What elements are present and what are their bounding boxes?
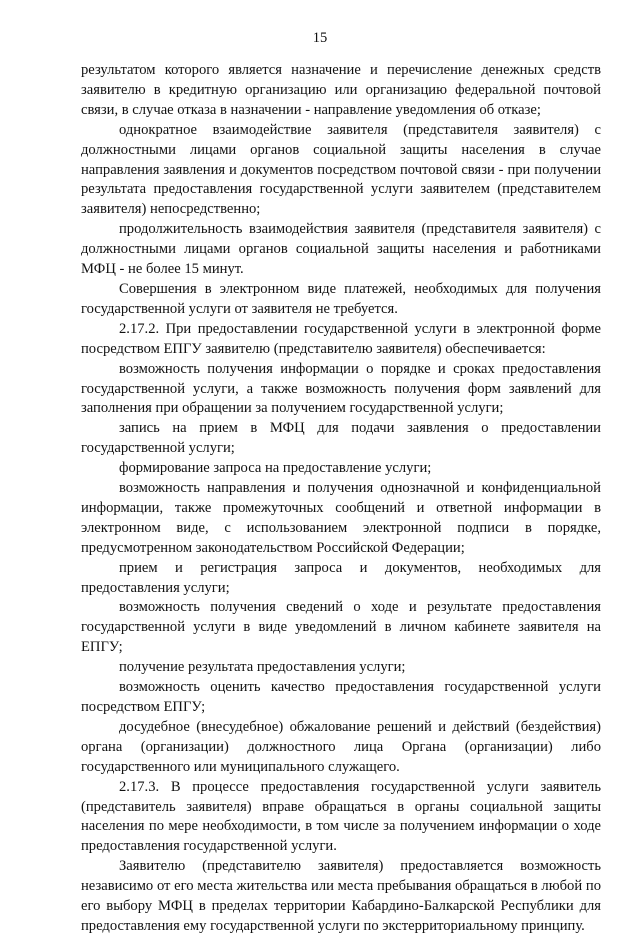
section-paragraph-2-17-3: 2.17.3. В процессе предоставления государственной услуги заявитель (представитель заявителя) вправе обращаться в органы социальной защиты населения по мере необходимости, в том числе за получением информации о ходе предоставления государственной услуги.	[81, 778, 601, 855]
paragraph: результатом которого является назначение и перечисление денежных средств заявителю в кредитную организацию или организацию федеральной почтовой связи, в случае отказа в назначении - направление уведомления об отказе;	[81, 62, 601, 118]
list-item: возможность получения информации о порядке и сроках предоставления государственной услуги, а также возможность получения форм заявлений для заполнения при обращении за получением государственной услуги;	[81, 360, 601, 417]
page-number: 15	[312, 30, 328, 46]
list-item: прием и регистрация запроса и документов, необходимых для предоставления услуги;	[81, 559, 601, 596]
document-body	[81, 61, 601, 937]
list-item: возможность оценить качество предоставления государственной услуги посредством ЕПГУ;	[81, 679, 601, 715]
list-item: формирование запроса на предоставление услуги;	[119, 460, 432, 477]
paragraph: однократное взаимодействие заявителя (представителя заявителя) с должностными лицами органов социальной защиты населения в случае направления заявления и документов посредством почтовой связи - при получении результата предоставления государственной услуги заявителем (представителем заявителя) непосредственно;	[81, 121, 601, 218]
list-item: досудебное (внесудебное) обжалование решений и действий (бездействия) органа (организации) должностного лица Органа (организации) либо государственного или муниципального служащего.	[81, 718, 601, 775]
list-item: запись на прием в МФЦ для подачи заявления о предоставлении государственной услуги;	[81, 420, 601, 457]
list-item: возможность направления и получения однозначной и конфиденциальной информации, также промежуточных сообщений и ответной информации в электронном виде, с использованием электронной подписи в порядке, предусмотренном законодательством Российской Федерации;	[81, 480, 601, 556]
paragraph: Заявителю (представителю заявителя) предоставляется возможность независимо от его места жительства или места пребывания обращаться в любой по его выбору МФЦ в пределах территории Кабардино-Балкарской Республики для предоставления ему государственной услуги по экстерриториальному принципу.	[81, 858, 601, 934]
section-paragraph-2-17-2: 2.17.2. При предоставлении государственной услуги в электронной форме посредством ЕПГУ заявителю (представителю заявителя) обеспечивается:	[81, 320, 601, 357]
paragraph: Совершения в электронном виде платежей, необходимых для получения государственной услуги от заявителя не требуется.	[81, 280, 601, 317]
list-item: возможность получения сведений о ходе и результате предоставления государственной услуги в виде уведомлений в личном кабинете заявителя на ЕПГУ;	[81, 599, 601, 656]
list-item: получение результата предоставления услуги;	[119, 659, 406, 676]
paragraph: продолжительность взаимодействия заявителя (представителя заявителя) с должностными лицами органов социальной защиты населения и работниками МФЦ - не более 15 минут.	[81, 221, 601, 278]
